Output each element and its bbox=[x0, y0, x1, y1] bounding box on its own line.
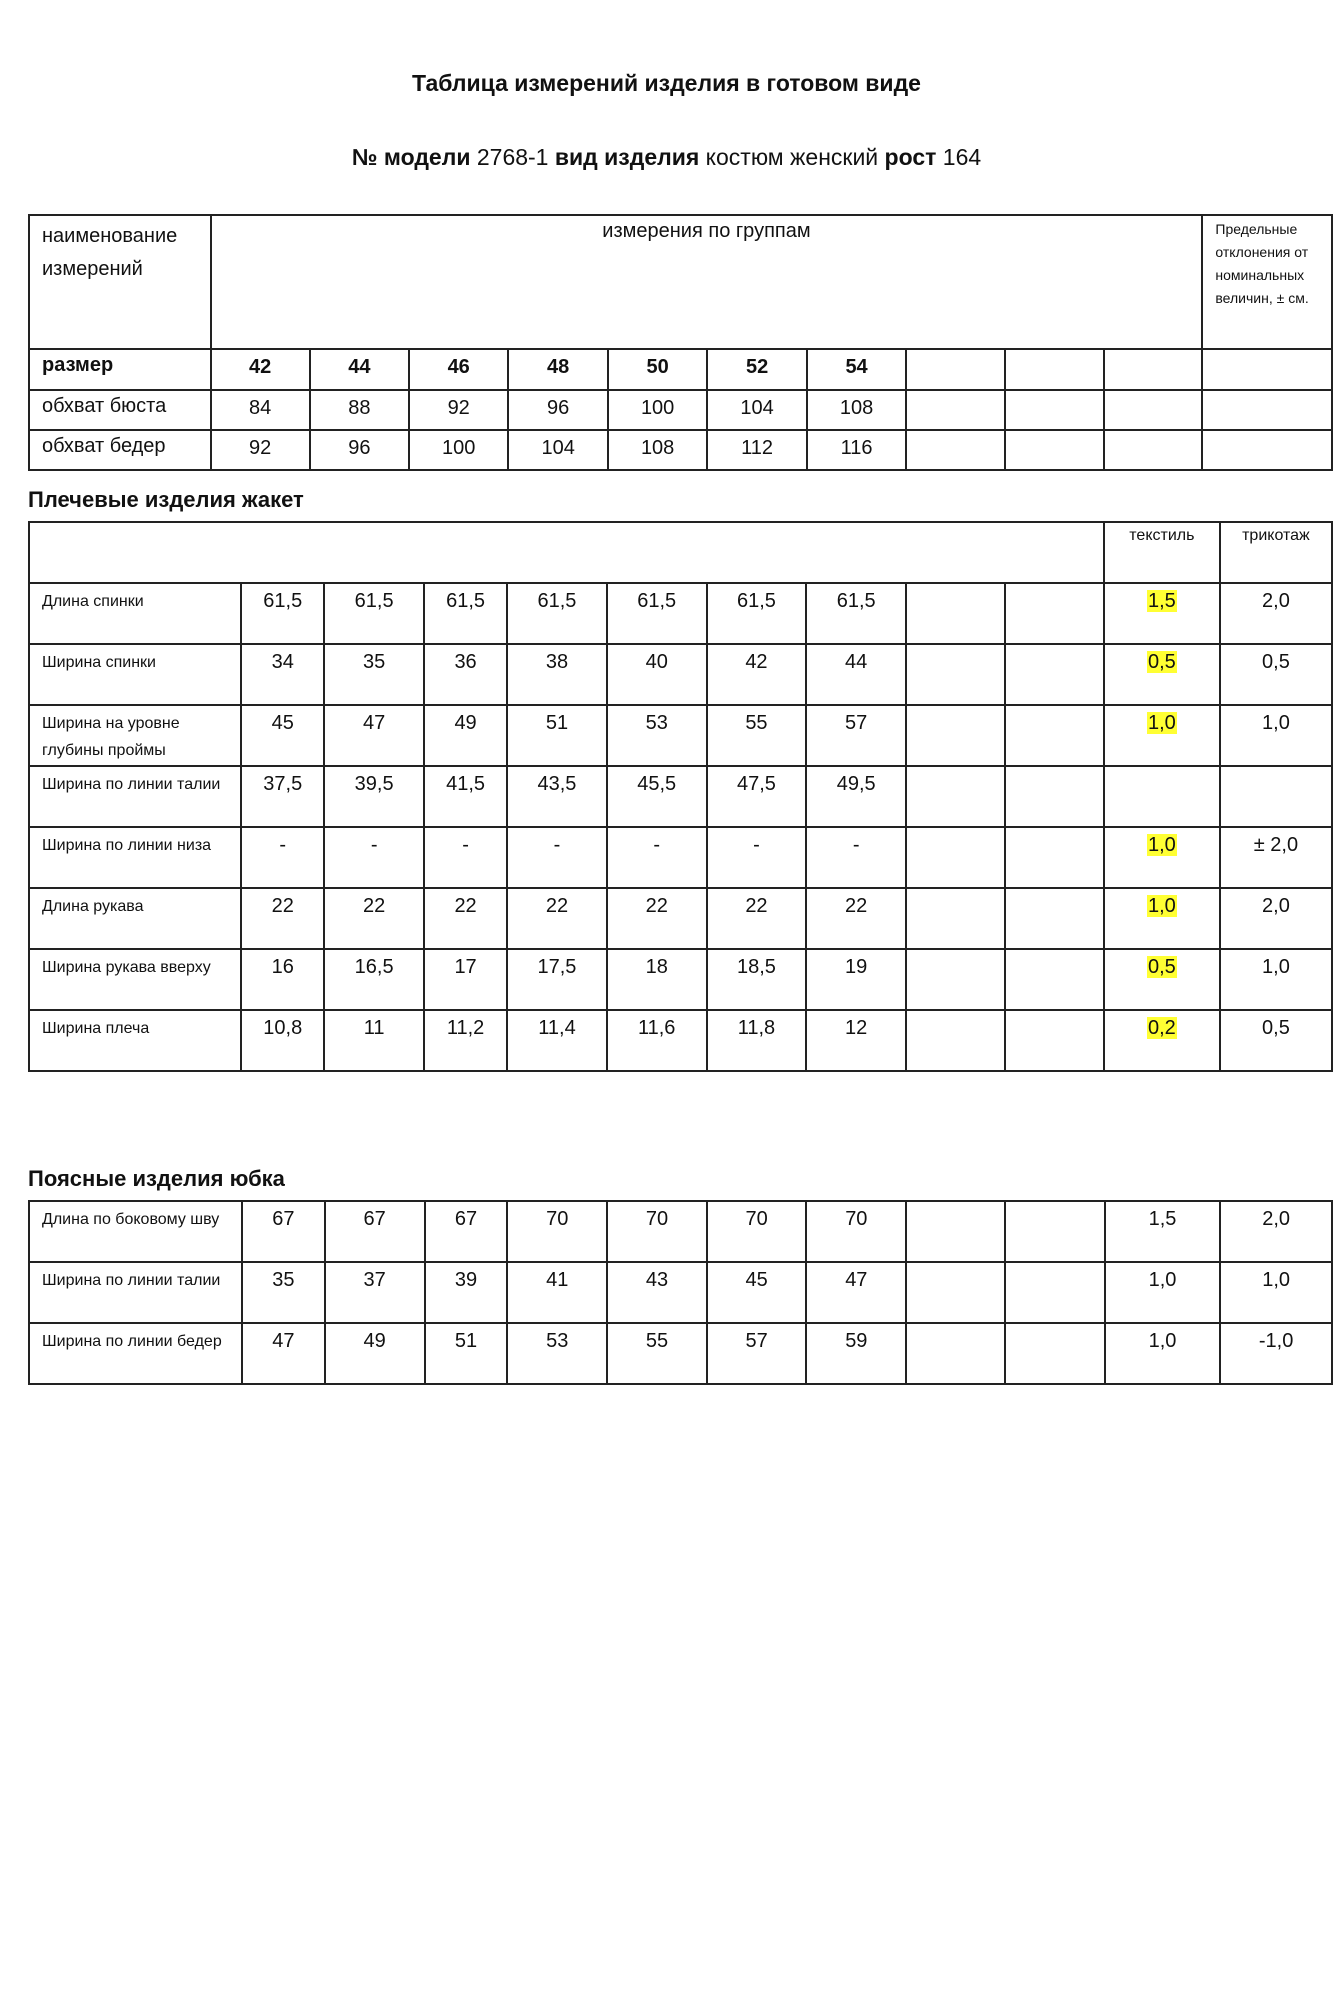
value-cell: 70 bbox=[707, 1201, 807, 1262]
knit-tolerance-cell: 1,0 bbox=[1220, 949, 1332, 1010]
value-cell: 70 bbox=[806, 1201, 906, 1262]
table-row bbox=[29, 583, 1332, 644]
value-cell: 61,5 bbox=[806, 583, 906, 644]
row-label: обхват бюста bbox=[29, 390, 211, 430]
value-cell: - bbox=[806, 827, 906, 888]
size-groups-table bbox=[28, 214, 1333, 471]
value-cell: 37,5 bbox=[241, 766, 324, 827]
value-cell: 40 bbox=[607, 644, 707, 705]
deviation-cell bbox=[1202, 349, 1332, 390]
size-cell: 50 bbox=[608, 349, 707, 390]
value-cell bbox=[906, 1010, 1005, 1071]
value-cell bbox=[906, 949, 1005, 1010]
value-cell: 45,5 bbox=[607, 766, 707, 827]
value-cell: 61,5 bbox=[607, 583, 707, 644]
textile-tolerance-cell bbox=[1104, 644, 1220, 705]
knit-tolerance-cell: ± 2,0 bbox=[1220, 827, 1332, 888]
skirt-section-title: Поясные изделия юбка bbox=[28, 1166, 285, 1191]
value-cell bbox=[1005, 766, 1104, 827]
value-cell: 61,5 bbox=[707, 583, 807, 644]
value-cell bbox=[906, 705, 1005, 766]
value-cell: 57 bbox=[806, 705, 906, 766]
value-cell: 53 bbox=[507, 1323, 607, 1384]
jacket-table bbox=[28, 521, 1333, 1072]
textile-tolerance-value: 1,0 bbox=[1148, 1330, 1177, 1352]
value-cell: 51 bbox=[507, 705, 607, 766]
knit-tolerance-cell: 1,0 bbox=[1220, 1262, 1332, 1323]
value-cell bbox=[906, 766, 1005, 827]
value-cell: 92 bbox=[211, 430, 310, 470]
size-cell: 44 bbox=[310, 349, 409, 390]
value-cell: 39,5 bbox=[324, 766, 424, 827]
jacket-section-title: Плечевые изделия жакет bbox=[28, 487, 304, 512]
value-cell: 57 bbox=[707, 1323, 807, 1384]
textile-tolerance-value: 1,0 bbox=[1147, 834, 1176, 856]
value-cell: 43 bbox=[607, 1262, 707, 1323]
table-header-row bbox=[29, 522, 1332, 583]
size-row bbox=[29, 349, 1332, 390]
value-cell: 16 bbox=[241, 949, 324, 1010]
textile-tolerance-cell bbox=[1104, 705, 1220, 766]
value-cell: 22 bbox=[507, 888, 607, 949]
row-label: Ширина на уровне глубины проймы bbox=[29, 705, 241, 766]
value-cell bbox=[906, 888, 1005, 949]
document-title: Таблица измерений изделия в готовом виде bbox=[412, 70, 921, 96]
value-cell: 47,5 bbox=[707, 766, 807, 827]
value-cell bbox=[1005, 888, 1104, 949]
value-cell: 41 bbox=[507, 1262, 607, 1323]
value-cell bbox=[1005, 705, 1104, 766]
value-cell bbox=[1005, 583, 1104, 644]
value-cell: 18 bbox=[607, 949, 707, 1010]
value-cell bbox=[1104, 430, 1203, 470]
skirt-table bbox=[28, 1200, 1333, 1385]
measurement-name-header: наименование измерений bbox=[29, 215, 211, 349]
value-cell: 112 bbox=[707, 430, 806, 470]
textile-tolerance-cell bbox=[1105, 1323, 1221, 1384]
value-cell: 45 bbox=[241, 705, 324, 766]
value-cell bbox=[1005, 949, 1104, 1010]
value-cell bbox=[1005, 430, 1104, 470]
textile-tolerance-value: 1,5 bbox=[1147, 590, 1176, 612]
value-cell: 19 bbox=[806, 949, 906, 1010]
value-cell bbox=[906, 1262, 1005, 1323]
row-label: Длина по боковому шву bbox=[29, 1201, 242, 1262]
value-cell: 22 bbox=[324, 888, 424, 949]
value-cell: 70 bbox=[507, 1201, 607, 1262]
value-cell: 45 bbox=[707, 1262, 807, 1323]
textile-tolerance-value: 1,5 bbox=[1148, 1208, 1177, 1230]
value-cell: 22 bbox=[241, 888, 324, 949]
deviation-header bbox=[1202, 215, 1332, 349]
value-cell: - bbox=[507, 827, 607, 888]
value-cell bbox=[906, 1201, 1005, 1262]
value-cell: 84 bbox=[211, 390, 310, 430]
value-cell: 49,5 bbox=[806, 766, 906, 827]
value-cell: 55 bbox=[607, 1323, 707, 1384]
row-label: Ширина по линии талии bbox=[29, 766, 241, 827]
textile-tolerance-value: 0,5 bbox=[1147, 651, 1176, 673]
table-row bbox=[29, 1262, 1332, 1323]
textile-tolerance-value: 1,0 bbox=[1148, 1269, 1177, 1291]
table-row bbox=[29, 430, 1332, 470]
table-row bbox=[29, 1201, 1332, 1262]
value-cell: 35 bbox=[324, 644, 424, 705]
type-label: вид изделия bbox=[554, 144, 700, 170]
value-cell: 17,5 bbox=[507, 949, 607, 1010]
table-row bbox=[29, 1323, 1332, 1384]
value-cell: 49 bbox=[424, 705, 507, 766]
value-cell: 47 bbox=[324, 705, 424, 766]
value-cell: 108 bbox=[608, 430, 707, 470]
textile-tolerance-cell bbox=[1104, 949, 1220, 1010]
textile-tolerance-value: 0,2 bbox=[1147, 1017, 1176, 1039]
value-cell: 108 bbox=[807, 390, 906, 430]
value-cell: 51 bbox=[425, 1323, 508, 1384]
model-value: 2768-1 bbox=[476, 144, 549, 170]
value-cell: 41,5 bbox=[424, 766, 507, 827]
value-cell: - bbox=[607, 827, 707, 888]
textile-tolerance-cell bbox=[1104, 827, 1220, 888]
size-label: размер bbox=[29, 349, 211, 390]
row-label: Ширина по линии бедер bbox=[29, 1323, 242, 1384]
row-label: Длина рукава bbox=[29, 888, 241, 949]
size-cell: 52 bbox=[707, 349, 806, 390]
value-cell: 42 bbox=[707, 644, 807, 705]
deviation-cell bbox=[1202, 430, 1332, 470]
size-cell bbox=[1104, 349, 1203, 390]
value-cell: 67 bbox=[325, 1201, 425, 1262]
value-cell: 67 bbox=[425, 1201, 508, 1262]
value-cell bbox=[906, 827, 1005, 888]
value-cell: 104 bbox=[707, 390, 806, 430]
value-cell: 11,2 bbox=[424, 1010, 507, 1071]
value-cell: 61,5 bbox=[324, 583, 424, 644]
value-cell: 96 bbox=[310, 430, 409, 470]
knit-tolerance-cell: 1,0 bbox=[1220, 705, 1332, 766]
height-label: рост bbox=[884, 144, 937, 170]
textile-tolerance-cell bbox=[1105, 1262, 1221, 1323]
group-measurements-header: измерения по группам bbox=[211, 215, 1203, 349]
value-cell bbox=[1005, 1010, 1104, 1071]
textile-header: текстиль bbox=[1104, 522, 1220, 583]
value-cell: 55 bbox=[707, 705, 807, 766]
row-label: Ширина по линии низа bbox=[29, 827, 241, 888]
value-cell bbox=[1005, 644, 1104, 705]
height-value: 164 bbox=[942, 144, 982, 170]
table-row bbox=[29, 827, 1332, 888]
value-cell: 104 bbox=[508, 430, 607, 470]
row-label: Ширина по линии талии bbox=[29, 1262, 242, 1323]
value-cell: - bbox=[707, 827, 807, 888]
value-cell: 18,5 bbox=[707, 949, 807, 1010]
table-row bbox=[29, 390, 1332, 430]
textile-tolerance-cell bbox=[1105, 1201, 1221, 1262]
value-cell: 116 bbox=[807, 430, 906, 470]
value-cell: 49 bbox=[325, 1323, 425, 1384]
value-cell bbox=[906, 430, 1005, 470]
value-cell bbox=[906, 583, 1005, 644]
value-cell: - bbox=[241, 827, 324, 888]
value-cell: 100 bbox=[608, 390, 707, 430]
row-label: Ширина плеча bbox=[29, 1010, 241, 1071]
value-cell: - bbox=[424, 827, 507, 888]
row-label: обхват бедер bbox=[29, 430, 211, 470]
value-cell: 10,8 bbox=[241, 1010, 324, 1071]
knit-tolerance-cell: 0,5 bbox=[1220, 644, 1332, 705]
textile-tolerance-cell bbox=[1104, 766, 1220, 827]
value-cell: 22 bbox=[806, 888, 906, 949]
value-cell: 43,5 bbox=[507, 766, 607, 827]
deviation-header-line: величин, ± см. bbox=[1215, 290, 1309, 306]
value-cell: 38 bbox=[507, 644, 607, 705]
row-label: Ширина рукава вверху bbox=[29, 949, 241, 1010]
value-cell: 88 bbox=[310, 390, 409, 430]
value-cell: 22 bbox=[607, 888, 707, 949]
type-value: костюм женский bbox=[705, 144, 879, 170]
value-cell: 92 bbox=[409, 390, 508, 430]
value-cell: 11,8 bbox=[707, 1010, 807, 1071]
textile-tolerance-cell bbox=[1104, 888, 1220, 949]
value-cell: 47 bbox=[242, 1323, 325, 1384]
value-cell: 34 bbox=[241, 644, 324, 705]
size-cell: 42 bbox=[211, 349, 310, 390]
size-cell bbox=[1005, 349, 1104, 390]
value-cell: 35 bbox=[242, 1262, 325, 1323]
table-row bbox=[29, 949, 1332, 1010]
value-cell: 96 bbox=[508, 390, 607, 430]
deviation-header-line: номинальных bbox=[1215, 267, 1305, 283]
deviation-cell bbox=[1202, 390, 1332, 430]
value-cell: 22 bbox=[424, 888, 507, 949]
knit-tolerance-cell: 2,0 bbox=[1220, 1201, 1332, 1262]
value-cell: 36 bbox=[424, 644, 507, 705]
value-cell: 61,5 bbox=[241, 583, 324, 644]
value-cell: 11,4 bbox=[507, 1010, 607, 1071]
value-cell bbox=[1005, 1323, 1104, 1384]
value-cell: 37 bbox=[325, 1262, 425, 1323]
value-cell: 61,5 bbox=[424, 583, 507, 644]
value-cell: 61,5 bbox=[507, 583, 607, 644]
value-cell bbox=[1005, 1262, 1104, 1323]
row-label: Ширина спинки bbox=[29, 644, 241, 705]
size-cell: 48 bbox=[508, 349, 607, 390]
value-cell: 11,6 bbox=[607, 1010, 707, 1071]
value-cell: 100 bbox=[409, 430, 508, 470]
knit-tolerance-cell bbox=[1220, 766, 1332, 827]
value-cell bbox=[906, 390, 1005, 430]
size-cell: 54 bbox=[807, 349, 906, 390]
size-cell: 46 bbox=[409, 349, 508, 390]
model-info bbox=[0, 144, 1333, 171]
table-row bbox=[29, 766, 1332, 827]
value-cell bbox=[1005, 827, 1104, 888]
textile-tolerance-value: 0,5 bbox=[1147, 956, 1176, 978]
table-row bbox=[29, 1010, 1332, 1071]
value-cell bbox=[1005, 1201, 1104, 1262]
value-cell: 16,5 bbox=[324, 949, 424, 1010]
knit-tolerance-cell: 0,5 bbox=[1220, 1010, 1332, 1071]
table-row bbox=[29, 644, 1332, 705]
size-cell bbox=[906, 349, 1005, 390]
value-cell: 53 bbox=[607, 705, 707, 766]
knit-tolerance-cell: 2,0 bbox=[1220, 583, 1332, 644]
value-cell: 17 bbox=[424, 949, 507, 1010]
value-cell: 11 bbox=[324, 1010, 424, 1071]
textile-tolerance-value: 1,0 bbox=[1147, 712, 1176, 734]
knit-header: трикотаж bbox=[1220, 522, 1332, 583]
textile-tolerance-value: 1,0 bbox=[1147, 895, 1176, 917]
value-cell: 39 bbox=[425, 1262, 508, 1323]
table-row bbox=[29, 705, 1332, 766]
value-cell: 22 bbox=[707, 888, 807, 949]
value-cell: 67 bbox=[242, 1201, 325, 1262]
table-header-row bbox=[29, 215, 1332, 349]
textile-tolerance-cell bbox=[1104, 583, 1220, 644]
value-cell bbox=[1005, 390, 1104, 430]
textile-tolerance-cell bbox=[1104, 1010, 1220, 1071]
knit-tolerance-cell: -1,0 bbox=[1220, 1323, 1332, 1384]
value-cell: 59 bbox=[806, 1323, 906, 1384]
row-label: Длина спинки bbox=[29, 583, 241, 644]
value-cell bbox=[1104, 390, 1203, 430]
value-cell: - bbox=[324, 827, 424, 888]
value-cell: 12 bbox=[806, 1010, 906, 1071]
knit-tolerance-cell: 2,0 bbox=[1220, 888, 1332, 949]
deviation-header-line: отклонения от bbox=[1215, 244, 1309, 260]
deviation-header-line: Предельные bbox=[1215, 221, 1298, 237]
model-label: № модели bbox=[351, 144, 471, 170]
value-cell bbox=[906, 644, 1005, 705]
value-cell bbox=[906, 1323, 1005, 1384]
value-cell: 47 bbox=[806, 1262, 906, 1323]
table-row bbox=[29, 888, 1332, 949]
blank-header-cell bbox=[29, 522, 1104, 583]
value-cell: 44 bbox=[806, 644, 906, 705]
value-cell: 70 bbox=[607, 1201, 707, 1262]
